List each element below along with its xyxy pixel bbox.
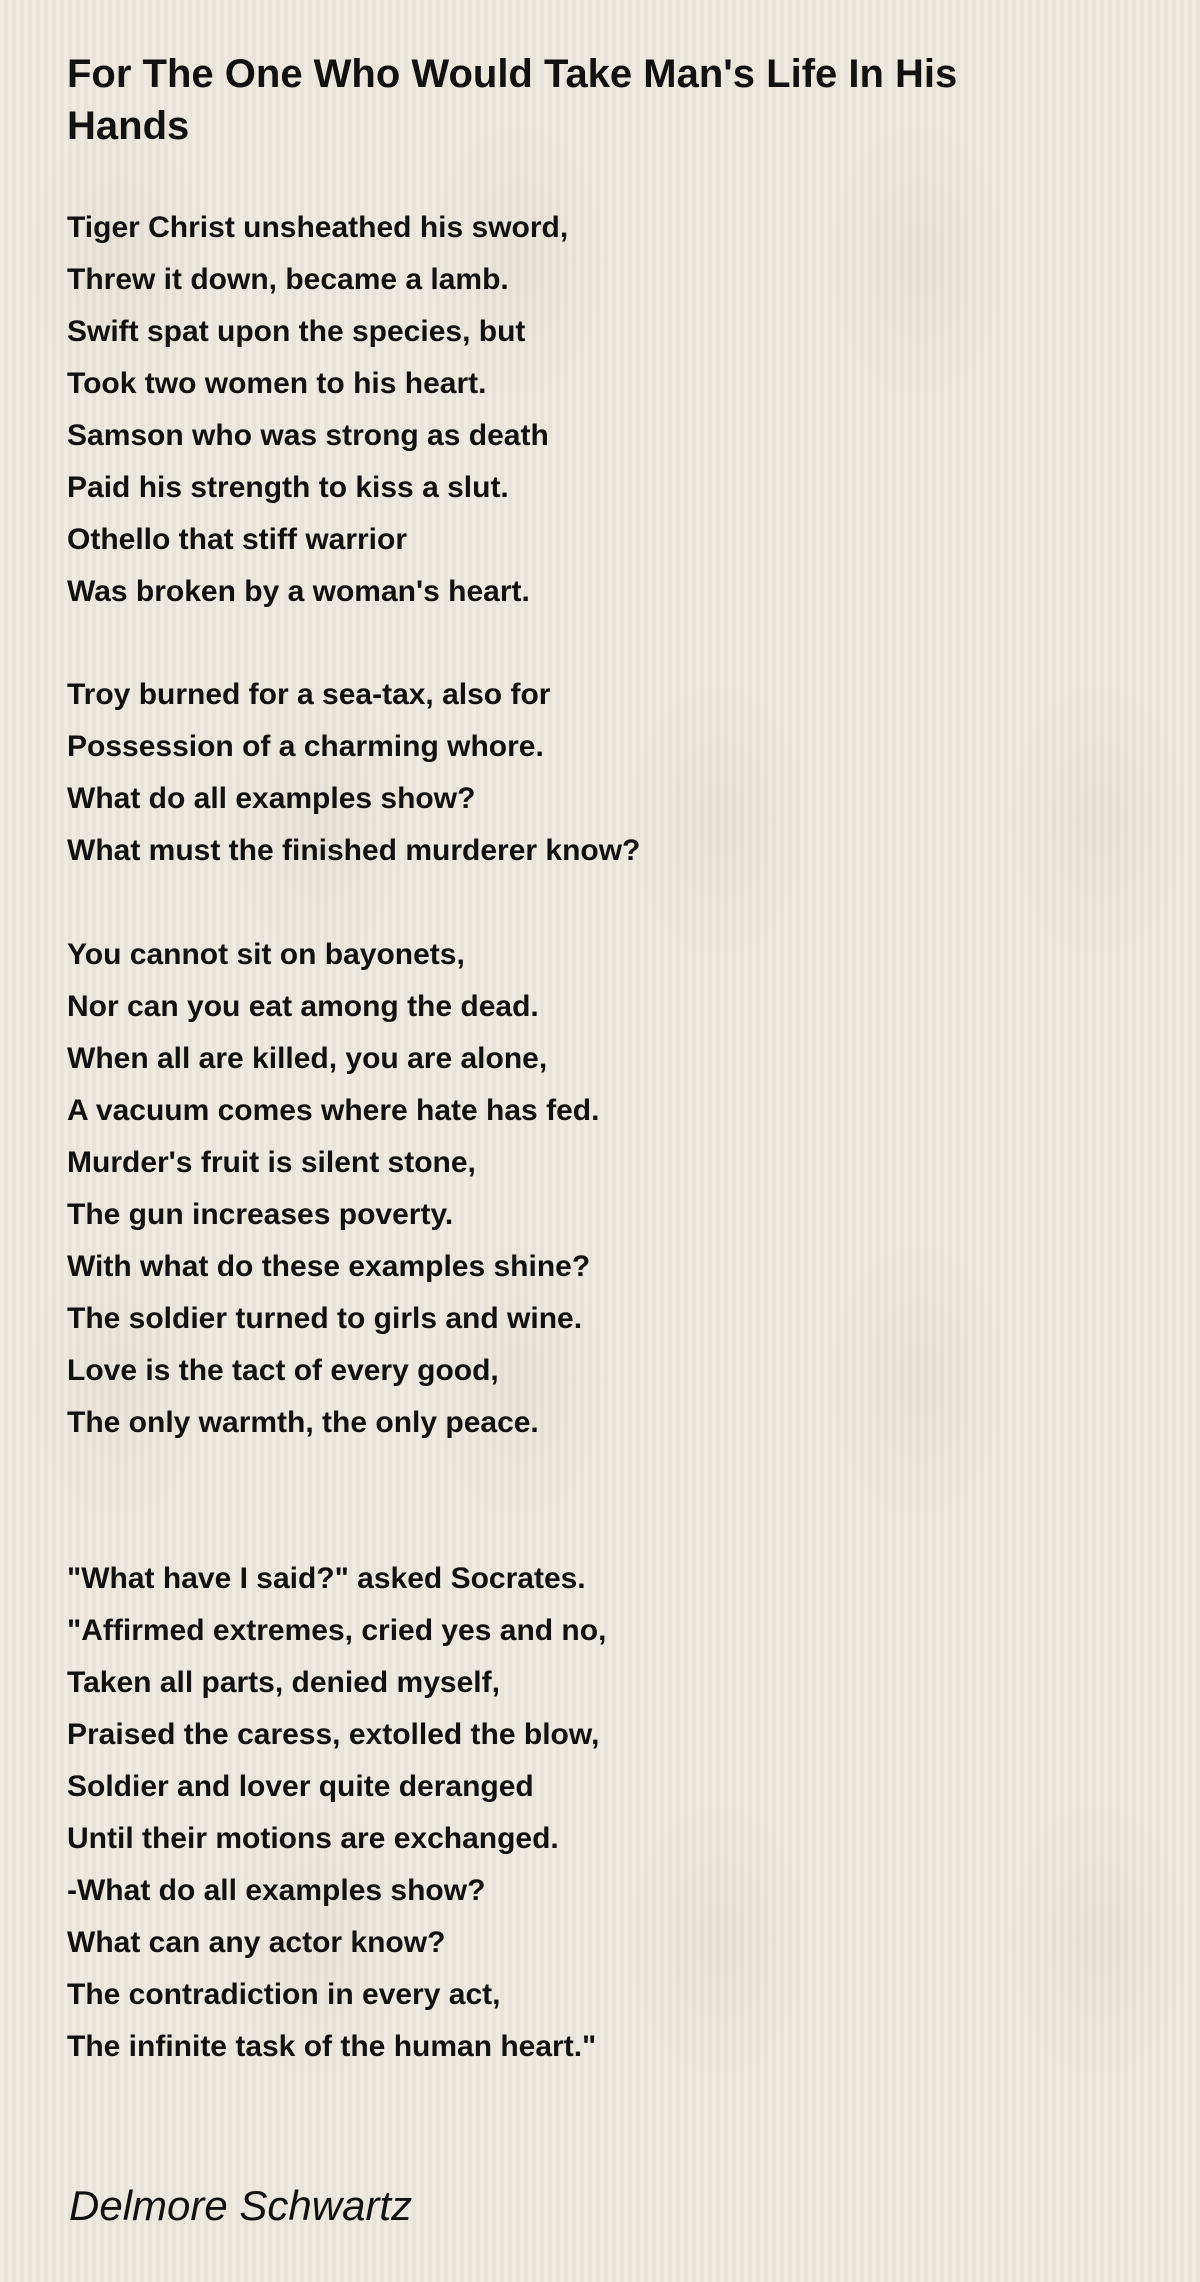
poem-line: "What have I said?" asked Socrates.	[67, 1562, 586, 1595]
poem-line: The only warmth, the only peace.	[67, 1406, 539, 1439]
poem-line: What must the finished murderer know?	[67, 834, 641, 867]
poem-line: Samson who was strong as death	[67, 419, 549, 452]
poem-line: The infinite task of the human heart."	[67, 2030, 597, 2063]
poem-line: Praised the caress, extolled the blow,	[67, 1718, 600, 1751]
poem-line: Paid his strength to kiss a slut.	[67, 471, 509, 504]
poem-line: A vacuum comes where hate has fed.	[67, 1094, 600, 1127]
poem-line: Murder's fruit is silent stone,	[67, 1146, 476, 1179]
poem-line: "Affirmed extremes, cried yes and no,	[67, 1614, 607, 1647]
poem-line: Until their motions are exchanged.	[67, 1822, 559, 1855]
poem-line: Troy burned for a sea-tax, also for	[67, 678, 551, 711]
poem-line: Taken all parts, denied myself,	[67, 1666, 500, 1699]
poem-line: The gun increases poverty.	[67, 1198, 454, 1231]
poem-title: For The One Who Would Take Man's Life In His Hands	[67, 52, 958, 148]
poem-line: What can any actor know?	[67, 1926, 446, 1959]
poem-line: Soldier and lover quite deranged	[67, 1770, 534, 1803]
poem-line: Tiger Christ unsheathed his sword,	[67, 211, 569, 244]
poem-line: Love is the tact of every good,	[67, 1354, 499, 1387]
poem-line: Took two women to his heart.	[67, 367, 487, 400]
poem-line: Threw it down, became a lamb.	[67, 263, 509, 296]
poem-line: Othello that stiff warrior	[67, 523, 408, 556]
poem-author: Delmore Schwartz	[69, 2182, 413, 2229]
poem-line: Nor can you eat among the dead.	[67, 990, 539, 1023]
poem-line: Was broken by a woman's heart.	[67, 575, 530, 608]
poem-line: What do all examples show?	[67, 782, 476, 815]
poem-line: When all are killed, you are alone,	[67, 1042, 548, 1075]
poem-line: You cannot sit on bayonets,	[67, 938, 465, 971]
poem-line: -What do all examples show?	[67, 1874, 486, 1907]
poem-line: Swift spat upon the species, but	[67, 315, 526, 348]
poem-line: The contradiction in every act,	[67, 1978, 501, 2011]
stanza-1	[67, 202, 967, 618]
poem-line: With what do these examples shine?	[67, 1250, 591, 1283]
poem-line: The soldier turned to girls and wine.	[67, 1302, 583, 1335]
poem-line: Possession of a charming whore.	[67, 730, 544, 763]
stanza-3	[67, 929, 967, 1449]
stanza-2	[67, 669, 967, 877]
stanza-4	[67, 1553, 967, 2073]
